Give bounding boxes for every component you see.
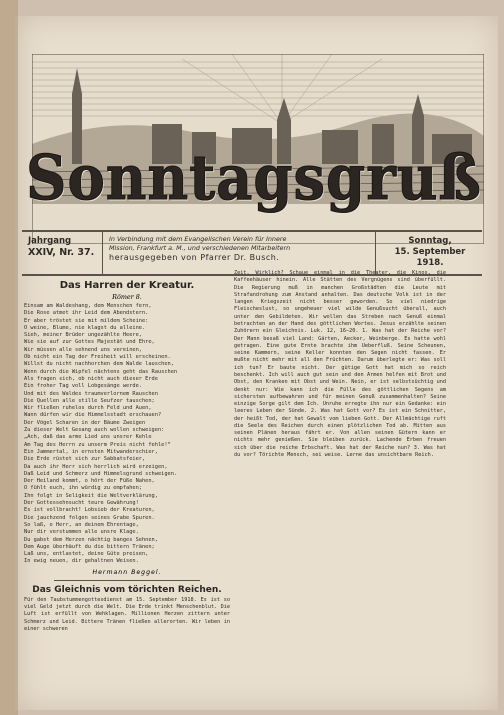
poem-line: Zu dieser Welt Gesang auch wollen schweigen: <box>24 427 165 434</box>
poem-line: Daß Leid und Schmerz und Himmelsgrund schweigen. <box>24 470 178 477</box>
poem-subtitle: Römer 8. <box>112 293 142 301</box>
poem-line: Und mit des Waldes traumverlornem Rauschen <box>24 390 158 397</box>
publisher-line-2: Mission, Frankfurt a. M., und verschiedenen Mitarbeitern <box>109 244 291 252</box>
poem-line: Sieh, meiner Brüder ungezählte Heere, <box>24 332 142 339</box>
poem-line: Die Rose atmet ihr Leid dem Abendstern. <box>24 310 149 317</box>
poem-line: Am Tag des Herrn zu unserm Preis nicht fehle!“ <box>24 441 171 448</box>
masthead-title: Sonntagsgruß <box>26 142 482 215</box>
poem-line: O weine, Blume, nie klagst du alleine. <box>24 324 146 331</box>
poem-line: Wann dürfen wir die Himmelsstadt erschauen? <box>24 412 162 419</box>
article-title: Das Gleichnis vom törichten Reichen. <box>32 584 222 595</box>
poem-line: In ewig neuen, dir gehaltnen Weisen. <box>24 558 139 565</box>
volume-label: Jahrgang <box>28 236 72 246</box>
poem-line: Laß uns, entlastet, deine Güte preisen, <box>24 551 149 558</box>
article-intro-text: Für den Taubstummengottesdienst am 15. September 1918. Es ist so viel Geld jetzt durch die Welt. Die Erde trinkt Menschenblut. Die Luft ist erfüllt von Wehklagen. Millionen Herzen zittern unter Schmerz und Leid. Bittere Tränen fließen allerorten. Wir leben in einer schweren <box>24 596 230 632</box>
volume-number: XXIV, Nr. 37. <box>28 247 95 258</box>
poem-line: Der Heiland kommt, o hört der Füße Nahen, <box>24 478 155 485</box>
right-column <box>234 270 446 459</box>
poem-line: Die Erde rüstet sich zur Sabbatsfeier, <box>24 456 146 463</box>
poem-body <box>24 303 230 566</box>
poem-line: „Ach, daß das arme Lied uns unsrer Kehle <box>24 434 152 441</box>
poem-line: So laß, o Herr, an deinem Ehrentage, <box>24 521 139 528</box>
poem-line: Du gabst dem Herzen nächtig banges Sehnen, <box>24 536 158 543</box>
publisher-info <box>102 232 376 274</box>
poem-line: Da auch ihr Herr sich herrlich wird erzeigen, <box>24 463 168 470</box>
poem-line: Ihn folgt in Seligkeit die Weltverklärung, <box>24 492 158 499</box>
poem-line: Wir fließen ruhelos durch Feld und Auen, <box>24 405 152 412</box>
poem-line: Ein froher Tag voll Lobgesänge werde. <box>24 383 142 390</box>
poem-line: Es ist vollbracht! Lobsieb der Kreaturen, <box>24 507 155 514</box>
poem-line: O fühlt euch, ihn würdig zu empfahen; <box>24 485 142 492</box>
article-continuation <box>234 270 446 459</box>
poem-line: Willst du nicht nachhorchen dem Walde lauschen, <box>24 361 174 368</box>
poem-title: Das Harren der Kreatur. <box>59 280 195 291</box>
poem-line: Er aber tröstet sie mit mildem Scheine: <box>24 317 149 324</box>
poem-line: Der Vögel Scharen in der Bäume Zweigen <box>24 419 146 426</box>
poem-line: Einsam am Waldeshang, dem Menschen fern, <box>24 303 152 309</box>
issue-volume <box>22 232 102 274</box>
publisher-line-3: herausgegeben von Pfarrer Dr. Busch. <box>109 253 280 262</box>
publisher-line-1: In Verbindung mit dem Evangelischen Verein für Innere <box>109 235 287 243</box>
poem-line: Ein Jammertal, in ernsten Mitwanderschier, <box>24 448 158 455</box>
date-value: 15. September 1918. <box>394 247 466 268</box>
article-intro <box>24 597 230 633</box>
left-column <box>24 278 230 633</box>
poem-line: Nur dir verstummen alle unsre Klage. <box>24 529 139 536</box>
poem-line: Die jauchzend folgen seines Grabe Spuren. <box>24 514 155 521</box>
poem-author: Hermann Beggel. <box>92 568 162 576</box>
divider <box>54 580 200 581</box>
poem-line: Wie sie auf zur Gottes Majestät und Ehre, <box>24 339 155 346</box>
poem-line: Die Quellen alle stille Seufzer tauschen; <box>24 397 155 404</box>
poem-line: Wir müssen alle sehnend uns vereinen, <box>24 346 142 353</box>
poem-line: Wenn durch die Wipfel nächtens geht das Rauschen <box>24 368 178 375</box>
article-continuation-text: Zeit. Wirklich? Schaue einmal in die Theater, die Kinos, die Kaffeehäuser hinein. Alle Stätten des Vergnügens sind überfüllt. Die Regierung muß in manchen Großstädten die Leute mit Strafandrohung zum Anstand anhalten. Das deutsche Volk ist in der langen Kriegszeit nicht besser geworden. So viel niedrige Fleischeslust, so ungeheuer viel wilde Genußsucht überall, auch unter den Gebildeten. Wir wollen das Streben nach Genuß einmal betrachten an der Hand des göttlichen Wortes. Jesus erzählte seinen Zuhörern ein Gleichnis. Luk. 12, 16—20. 1. Was hat der Reiche vor? Der Mann besaß viel Land: Gärten, Aecker, Weinberge. Es hatte wohl getragen. Eine gute Ernte brachte ihm Ueberfluß. Seine Scheunen, seine Kammern, seine Keller konnten den Segen nicht fassen. Er mußte nicht mehr mit all den Früchten. Darum überlegte er: Was soll ich tun? Er baute nicht. Der gütige Gott hat mich so reich beschenkt. Ich will auch gut sein und den Armen helfen mit Brot und Obst, den Kranken mit Obst und Wein. Nein, er ist selbstsüchtig und denkt nur: Wie kann ich die Fülle des göttlichen Segens am sichersten aufbewahren und für meinen Genuß zusammenhalten? Seine einzige Sorge gilt dem Ich. Unruhe erregte ihn nur ein Gedanke: ein leeres Leben der Sünde. 2. Was hat Gott vor? Es ist ein Schnitter, der heißt Tod, der hat Gewalt vom lieben Gott. Der Allmächtige ruft die Seele des Reichen durch einen plötzlichen Tod ab. Mitten aus seinen Plänen heraus fährt er. Von allen seinen Gütern kann er nichts mehr genießen. Sie bleiben zurück. Lachende Erben freuen sich über die reiche Erbschaft. Was hat der Reiche nun? 3. Was hat du vor? Törichte Mensch, sei weise. Lerne das unsichtbare Reich. <box>234 270 446 459</box>
poem-line: Ob nicht ein Tag der Freiheit will erscheinen. <box>24 354 171 361</box>
poem-line: Dem Auge überhäuft du die bittern Tränen; <box>24 543 155 550</box>
date-weekday: Sonntag, <box>408 236 452 246</box>
issue-date <box>376 232 482 274</box>
page-edge <box>0 0 18 715</box>
poem-line: Als fragen sich, ob nicht auch dieser Erde <box>24 375 158 382</box>
poem-line: Der Gottessehnsucht teure Gewährung! <box>24 500 139 507</box>
